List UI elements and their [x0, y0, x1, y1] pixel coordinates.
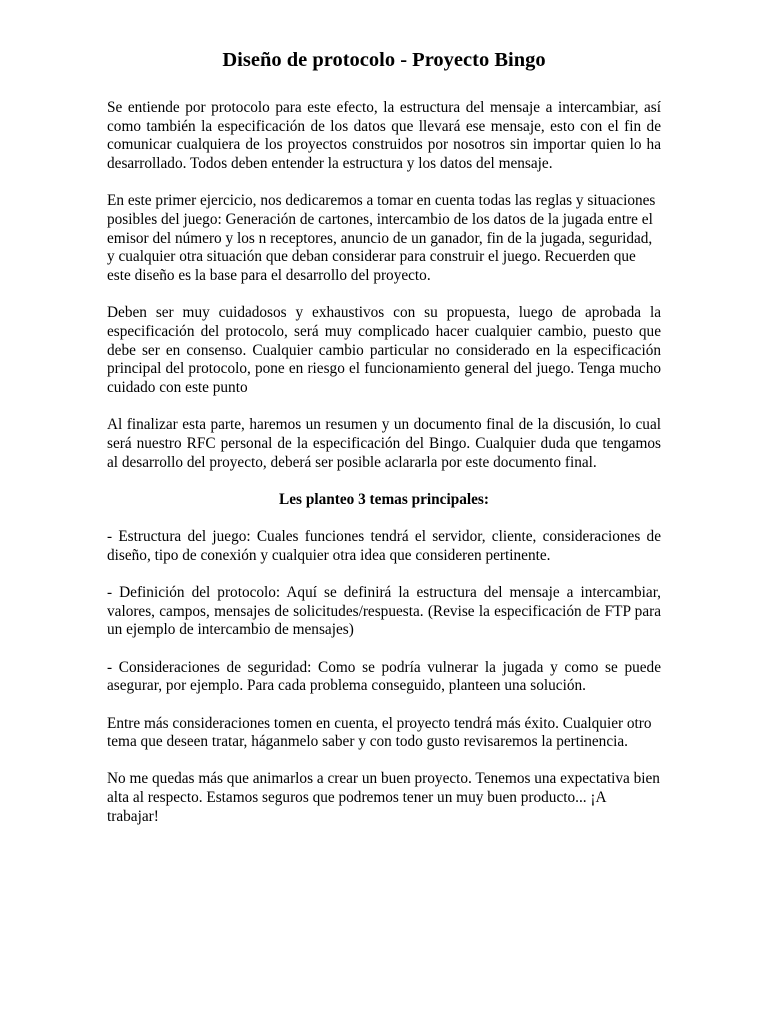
topics-heading: Les planteo 3 temas principales:: [279, 490, 489, 508]
document-title: Diseño de protocolo - Proyecto Bingo: [222, 49, 546, 71]
topic-protocol-definition: - Definición del protocolo: Aquí se definirá la estructura del mensaje a intercambiar, valores, campos, mensajes de solicitudes/respuesta. (Revise la especificación de FTP para un ejemplo de intercambio de mensajes): [107, 584, 661, 639]
summary-paragraph: Al finalizar esta parte, haremos un resumen y un documento final de la discusión, lo cual será nuestro RFC personal de la especificación del Bingo. Cualquier duda que tengamos al desarrollo del proyecto, deberá ser posible aclararla por este documento final.: [107, 416, 661, 471]
intro-paragraph: Se entiende por protocolo para este efecto, la estructura del mensaje a intercambiar, así como también la especificación de los datos que llevará ese mensaje, esto con el fin de comunicar cualquiera de los proyectos construidos por nosotros sin importar quien lo ha desarrollado. Todos deben entender la estructura y los datos del mensaje.: [107, 99, 661, 173]
caution-paragraph: Deben ser muy cuidadosos y exhaustivos con su propuesta, luego de aprobada la especificación del protocolo, será muy complicado hacer cualquier cambio, puesto que debe ser en consenso. Cualquier cambio particular no considerado en la especificación principal del protocolo, pone en riesgo el funcionamiento general del juego. Tenga mucho cuidado con este punto: [107, 304, 661, 397]
topic-game-structure: - Estructura del juego: Cuales funciones tendrá el servidor, cliente, consideraciones de diseño, tipo de conexión y cualquier otra idea que consideren pertinente.: [107, 528, 661, 564]
closing-paragraph-considerations: Entre más consideraciones tomen en cuenta, el proyecto tendrá más éxito. Cualquier otro tema que deseen tratar, háganmelo saber y con todo gusto revisaremos la pertinencia.: [107, 714, 652, 751]
first-exercise-paragraph: En este primer ejercicio, nos dedicaremos a tomar en cuenta todas las reglas y situaciones posibles del juego: Generación de cartones, intercambio de los datos de la jugada entre el emisor del número y los n receptores, anuncio de un ganador, fin de la jugada, seguridad, y cualquier otra situación que deban considerar para construir el juego. Recuerden que este diseño es la base para el desarrollo del proyecto.: [107, 192, 656, 285]
topic-security-considerations: - Consideraciones de seguridad: Como se podría vulnerar la jugada y como se puede asegurar, por ejemplo. Para cada problema conseguido, planteen una solución.: [107, 658, 661, 695]
closing-paragraph-encouragement: No me quedas más que animarlos a crear un buen proyecto. Tenemos una expectativa bien alta al respecto. Estamos seguros que podremos tener un muy buen producto... ¡A trabajar!: [107, 770, 660, 825]
